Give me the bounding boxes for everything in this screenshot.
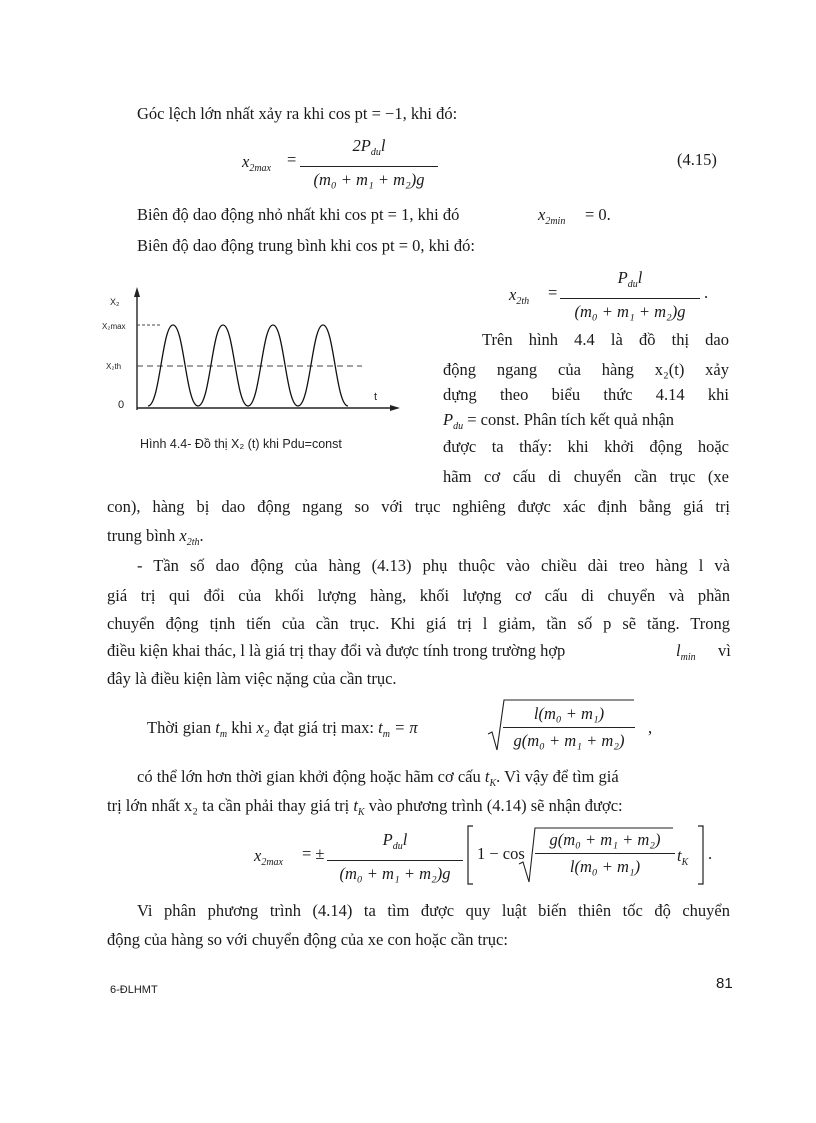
text-line: vì (718, 641, 731, 660)
sqrt-fraction: $\frac{\text{g(m₀ + m₁ + m₂)}}{\text{l(m₀ + m₁)}}$ (535, 830, 675, 877)
text-line: được ta thấy: khi khởi động hoặc (443, 437, 729, 456)
equation-fraction: $P_{du}l$ (m₀ + m₁ + m₂)g (327, 830, 463, 884)
equation-equals: = (287, 150, 297, 169)
equation-comma: , (648, 718, 653, 737)
text-line: Góc lệch lớn nhất xảy ra khi cos pt = −1, khi đó: (137, 104, 458, 123)
equation-dot: . (704, 283, 709, 302)
mean-level-label: X₂th (106, 362, 122, 371)
text-line: $P_{du}$ = const. Phân tích kết quả nhận (443, 410, 675, 432)
text-line: - Tần số dao động của hàng (4.13) phụ thuộc vào chiều dài treo hàng l và (137, 556, 730, 575)
inline-math: $l_{min}$ (676, 641, 696, 663)
text-line: động của hàng so với chuyển động của xe con hoặc cần trục: (107, 930, 508, 949)
text-line: Biên độ dao động nhỏ nhất khi cos pt = 1, khi đó (137, 205, 460, 224)
text-line: trị lớn nhất x₂ ta cần phải thay giá trị $t_K$ vào phương trình (4.14) sẽ nhận được: (107, 796, 623, 818)
text-line: động ngang của hàng x₂(t) xảy (443, 360, 729, 379)
text-line: hãm cơ cấu di chuyển cần trục (xe (443, 467, 729, 486)
equation-lhs: $x_{2th}$ (509, 285, 530, 307)
tk-term: $t_K$ (677, 846, 689, 868)
inline-math: $x_{2min}$ (538, 205, 566, 227)
inline-math: = 0. (585, 205, 611, 224)
text-line: chuyển động tịnh tiến của cần trục. Khi giá trị l giảm, tần số p sẽ tăng. Trong (107, 614, 730, 633)
oscillation-figure (100, 285, 410, 460)
text-line: điều kiện khai thác, l là giá trị thay đổi và được tính trong trường hợp (107, 641, 566, 660)
equation-lhs: $x_{2max}$ (242, 152, 271, 174)
x-axis-label: t (374, 391, 378, 403)
cos-term: 1 − cos (477, 844, 525, 863)
origin-label: 0 (118, 399, 125, 411)
equation-lhs: $x_{2max}$ (254, 846, 283, 868)
text-line: Trên hình 4.4 là đồ thị dao (482, 330, 729, 349)
page-number: 81 (716, 975, 733, 992)
text-line: giá trị qui đổi của khối lượng hàng, khối lượng cơ cấu di chuyển và phần (107, 586, 730, 605)
equation-fraction: $P_{du}l$ (m₀ + m₁ + m₂)g (560, 268, 700, 322)
text-line: trung bình $x_{2th}$. (107, 526, 204, 548)
equation-fraction: $2P_{du}l$ (m₀ + m₁ + m₂)g (300, 136, 438, 190)
max-level-label: X₂max (102, 322, 126, 331)
y-axis-label: X₂ (110, 297, 120, 307)
text-line: Biên độ dao động trung bình khi cos pt = 0, khi đó: (137, 236, 475, 255)
equation-dot: . (708, 844, 713, 863)
text-line: đây là điều kiện làm việc nặng của cần trục. (107, 669, 397, 688)
text-line: dựng theo biểu thức 4.14 khi (443, 385, 729, 404)
tm-equation-line: Thời gian $t_m$ khi x₂ đạt giá trị max: $t_m = \pi$ (147, 718, 418, 740)
equation-equals: = (548, 283, 558, 302)
text-line: có thể lớn hơn thời gian khởi động hoặc hãm cơ cấu $t_K$. Vì vậy để tìm giá (137, 767, 619, 789)
text-line: Vi phân phương trình (4.14) ta tìm được quy luật biến thiên tốc độ chuyển (137, 901, 730, 920)
equation-number: (4.15) (677, 150, 717, 169)
text-line: con), hàng bị dao động ngang so với trục nghiêng được xác định bằng giá trị (107, 497, 730, 516)
sqrt-fraction: $\frac{\text{l(m₀ + m₁)}}{\text{g(m₀ + m₁ + m₂)}}$ (503, 704, 635, 751)
equation-equals: = ± (302, 844, 325, 863)
footer-label: 6-ĐLHMT (110, 984, 158, 996)
figure-caption: Hình 4.4- Đồ thị X₂ (t) khi Pdu=const (140, 437, 342, 451)
